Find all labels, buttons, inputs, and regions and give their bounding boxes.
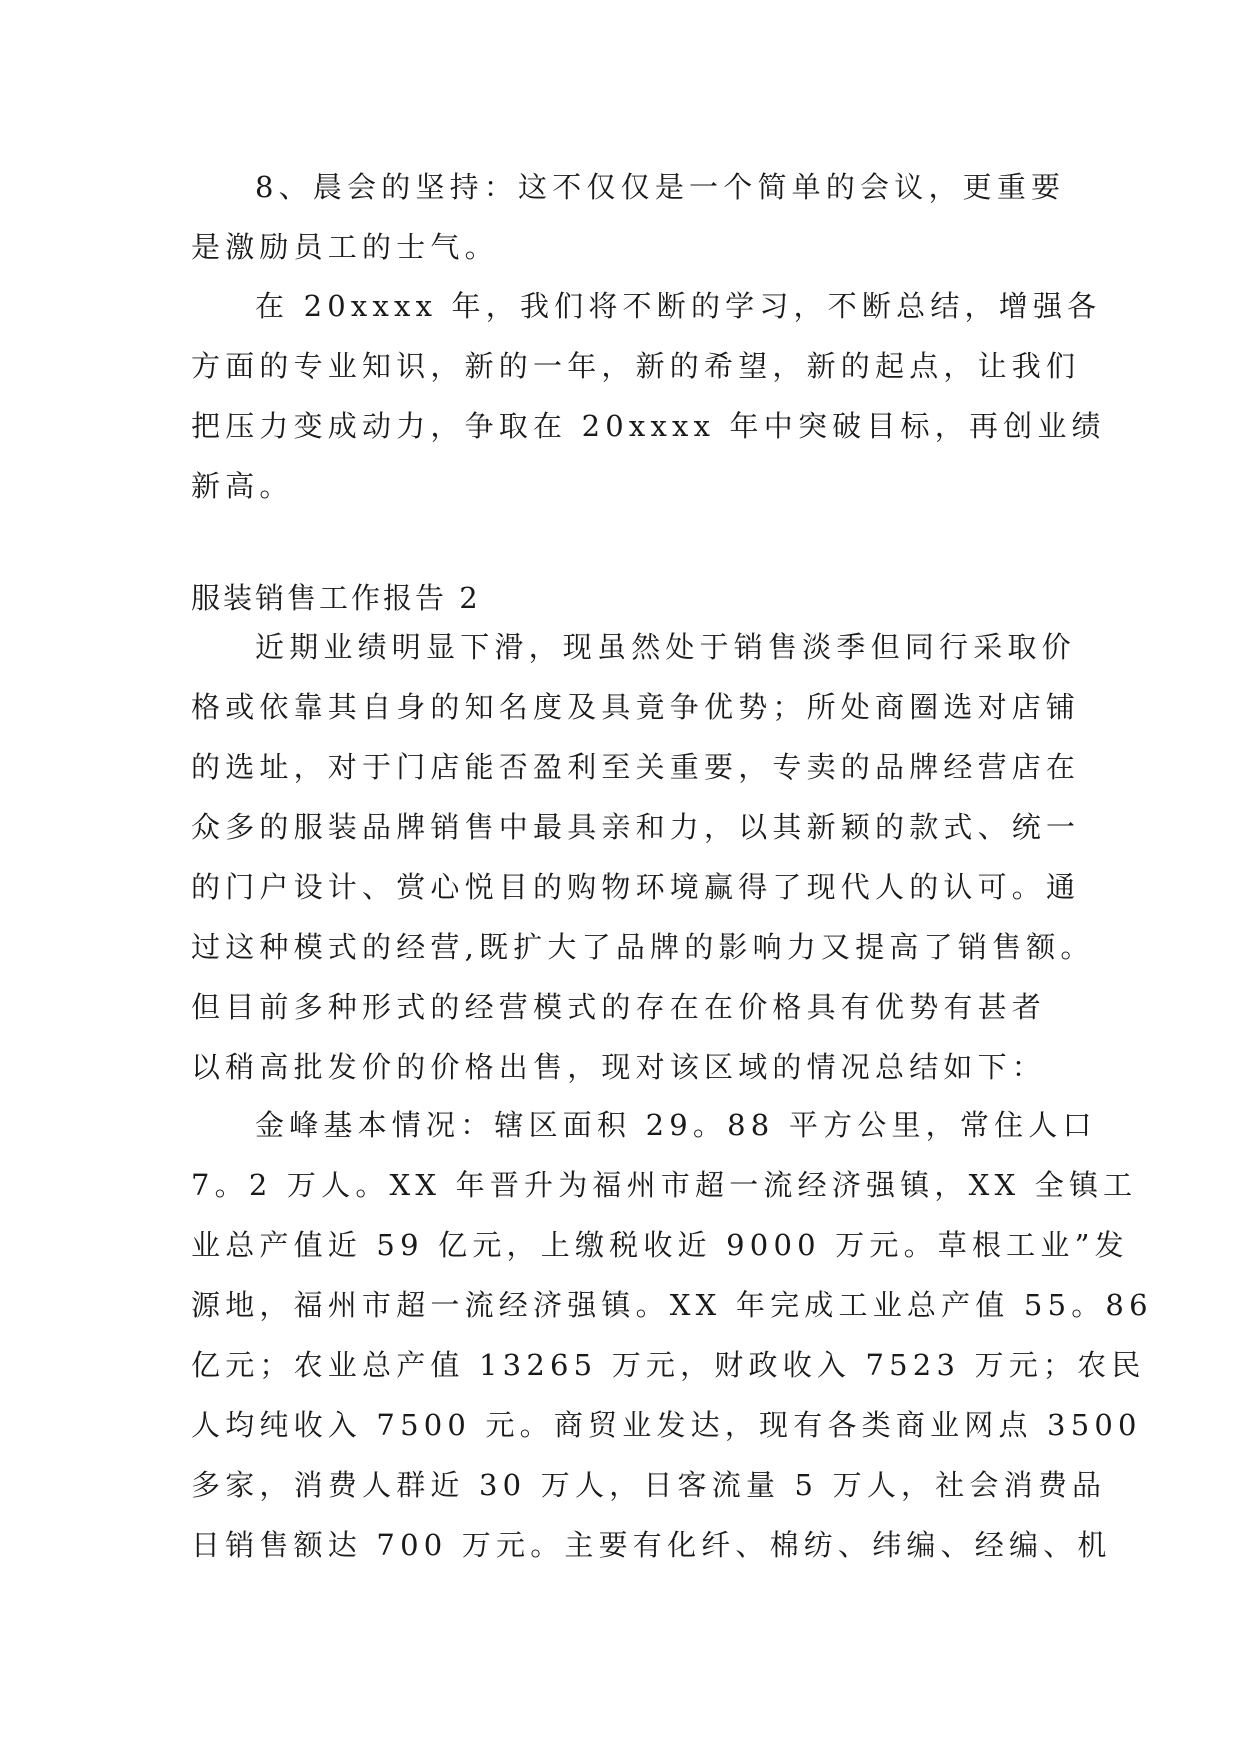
text-line: 金峰基本情况：辖区面积 29。88 平方公里，常住人口: [255, 1108, 1097, 1142]
text-line: 的门户设计、赏心悦目的购物环境赢得了现代人的认可。通: [191, 870, 1081, 904]
paragraph-morning-meeting: [191, 157, 1066, 277]
text-line: 在 20xxxx 年，我们将不断的学习，不断总结，增强各: [255, 289, 1102, 323]
text-line: 是激励员工的士气。: [191, 230, 499, 264]
text-line: 把压力变成动力，争取在 20xxxx 年中突破目标，再创业绩: [191, 409, 1106, 443]
text-line: 过这种模式的经营,既扩大了品牌的影响力又提高了销售额。: [191, 930, 1095, 964]
text-line: 源地，福州市超一流经济强镇。XX 年完成工业总产值 55。86: [191, 1288, 1153, 1322]
text-line: 以稍高批发价的价格出售，现对该区域的情况总结如下：: [191, 1050, 1047, 1084]
text-line: 日销售额达 700 万元。主要有化纤、棉纺、纬编、经编、机: [191, 1528, 1112, 1562]
text-line: 8、晨会的坚持：这不仅仅是一个简单的会议，更重要: [255, 170, 1066, 204]
text-line: 人均纯收入 7500 元。商贸业发达，现有各类商业网点 3500: [191, 1408, 1142, 1442]
paragraph-jinfeng-overview: [191, 1095, 1153, 1575]
text-line: 7。2 万人。XX 年晋升为福州市超一流经济强镇，XX 全镇工: [191, 1168, 1138, 1202]
text-line: 方面的专业知识，新的一年，新的希望，新的起点，让我们: [191, 349, 1081, 383]
paragraph-sales-decline: [191, 617, 1095, 1097]
text-line: 亿元；农业总产值 13265 万元，财政收入 7523 万元；农民: [191, 1348, 1146, 1382]
paragraph-new-year-goals: [191, 276, 1106, 516]
text-line: 众多的服装品牌销售中最具亲和力，以其新颖的款式、统一: [191, 810, 1081, 844]
text-line: 业总产值近 59 亿元，上缴税收近 9000 万元。草根工业”发: [191, 1228, 1129, 1262]
text-line: 多家，消费人群近 30 万人，日客流量 5 万人，社会消费品: [191, 1468, 1107, 1502]
text-line: 但目前多种形式的经营模式的存在在价格具有优势有甚者: [191, 990, 1047, 1024]
text-line: 近期业绩明显下滑，现虽然处于销售淡季但同行采取价: [255, 630, 1076, 664]
text-line: 的选址，对于门店能否盈利至关重要，专卖的品牌经营店在: [191, 750, 1081, 784]
heading-text: 服装销售工作报告 2: [191, 581, 481, 615]
text-line: 格或依靠其自身的知名度及具竟争优势；所处商圈选对店铺: [191, 690, 1081, 724]
text-line: 新高。: [191, 469, 294, 503]
